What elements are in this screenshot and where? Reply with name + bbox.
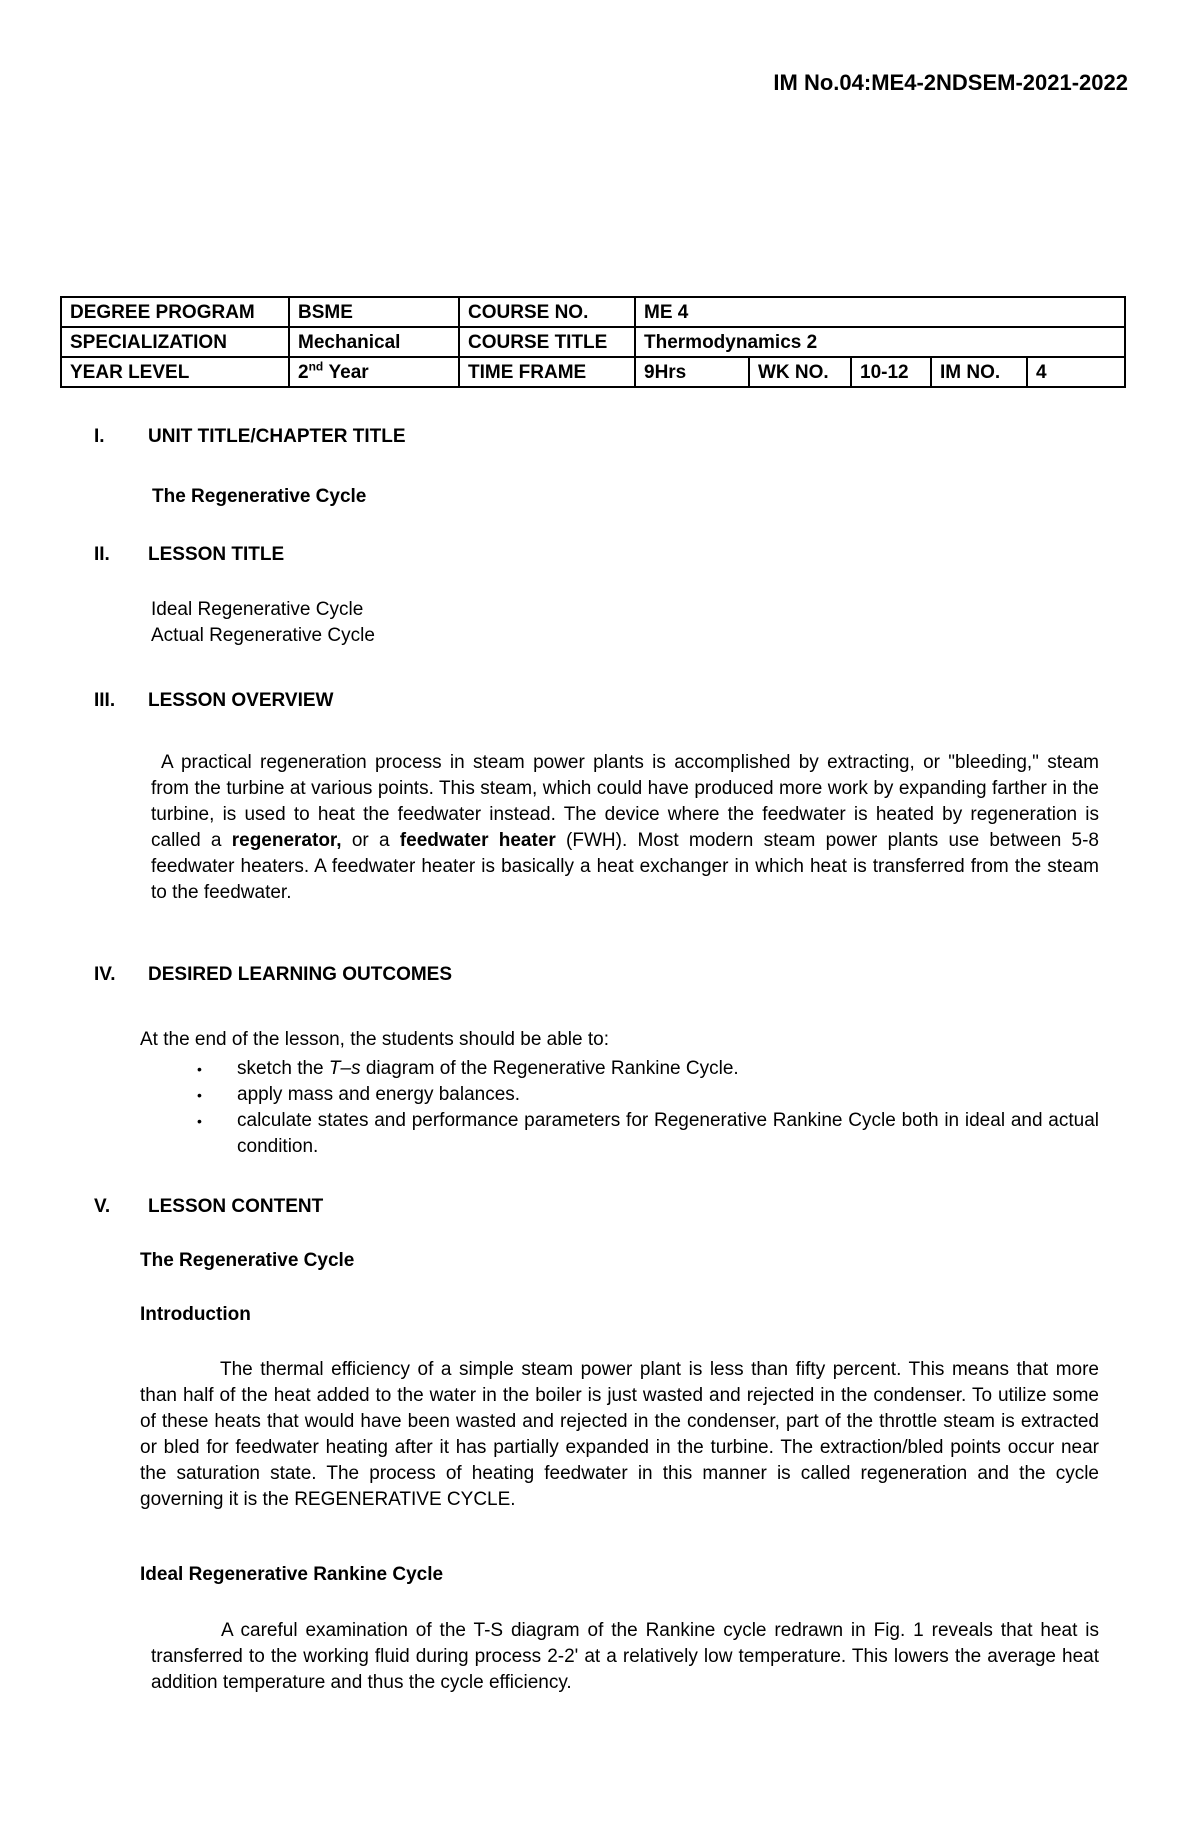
ts-italic: T–s: [328, 1058, 361, 1079]
time-frame-value: 9Hrs: [635, 357, 749, 387]
outcomes-list: [197, 1056, 1099, 1160]
wk-no-label: WK NO.: [749, 357, 851, 387]
im-no-value: 4: [1027, 357, 1125, 387]
im-no-label: IM NO.: [931, 357, 1027, 387]
year-suffix: nd: [308, 359, 324, 374]
content-subtitle: The Regenerative Cycle: [140, 1250, 355, 1271]
section-1-number: I.: [94, 426, 105, 447]
year-level-label: YEAR LEVEL: [61, 357, 289, 387]
introduction-heading: Introduction: [140, 1304, 251, 1325]
list-item: • calculate states and performance parameters for Regenerative Rankine Cycle both in ideal and actual condition.: [197, 1110, 1099, 1157]
course-info-table: [60, 296, 1126, 388]
overview-text-1: A practical regeneration process in steam power plants is accomplished by extracting, or "bleeding," steam from the turbine at various points. This steam, which could have produced more work by expanding farther in the turbine, is used to heat the feedwater instead. The device where the feedwater is heated by regeneration is called a: [151, 752, 1099, 851]
wk-no-value: 10-12: [851, 357, 931, 387]
table-row: [61, 357, 1125, 387]
degree-program-label: DEGREE PROGRAM: [61, 297, 289, 327]
section-2-title: LESSON TITLE: [148, 544, 285, 565]
table-row: [61, 327, 1125, 357]
feedwater-heater-term: feedwater heater: [399, 830, 556, 851]
year-word: Year: [328, 362, 369, 383]
list-item: • sketch the T–s diagram of the Regenerative Rankine Cycle.: [237, 1056, 1099, 1082]
section-3-title: LESSON OVERVIEW: [148, 690, 334, 711]
lesson-title-1: Ideal Regenerative Cycle: [151, 599, 364, 620]
introduction-paragraph: The thermal efficiency of a simple steam power plant is less than fifty percent. This means that more than half of the heat added to the water in the boiler is just wasted and rejected in the condenser. To utilize some of these heats that would have been wasted and rejected in the condenser, part of the throttle steam is extracted or bled for feedwater heating after it has partially expanded in the turbine. The extraction/bled points occur near the saturation state. The process of heating feedwater in this manner is called regeneration and the cycle governing it is the REGENERATIVE CYCLE.: [140, 1359, 1099, 1510]
specialization-value: Mechanical: [289, 327, 459, 357]
section-2-number: II.: [94, 544, 110, 565]
course-no-label: COURSE NO.: [459, 297, 635, 327]
section-4-title: DESIRED LEARNING OUTCOMES: [148, 964, 453, 985]
lesson-title-list: [151, 597, 375, 649]
bullet-icon: •: [197, 1087, 202, 1103]
bullet-icon: •: [197, 1113, 202, 1129]
unit-title: The Regenerative Cycle: [152, 486, 367, 507]
section-4-number: IV.: [94, 964, 116, 985]
outcomes-intro: At the end of the lesson, the students should be able to:: [140, 1029, 609, 1050]
section-1-title: UNIT TITLE/CHAPTER TITLE: [148, 426, 406, 447]
overview-text-3: (FWH). Most modern steam power plants use between 5-8 feedwater heaters. A feedwater heater is basically a heat exchanger in which heat is transferred from the steam to the feedwater.: [151, 830, 1099, 903]
time-frame-label: TIME FRAME: [459, 357, 635, 387]
section-5-title: LESSON CONTENT: [148, 1196, 324, 1217]
ideal-cycle-heading: Ideal Regenerative Rankine Cycle: [140, 1564, 444, 1585]
course-no-value: ME 4: [635, 297, 1125, 327]
lesson-title-2: Actual Regenerative Cycle: [151, 625, 375, 646]
section-3-number: III.: [94, 690, 116, 711]
table-row: [61, 297, 1125, 327]
ideal-cycle-paragraph: A careful examination of the T-S diagram of the Rankine cycle redrawn in Fig. 1 reveals that heat is transferred to the working fluid during process 2-2' at a relatively low temperature. This lowers the average heat addition temperature and thus the cycle efficiency.: [151, 1620, 1099, 1693]
list-item: • apply mass and energy balances.: [237, 1082, 1099, 1108]
course-title-label: COURSE TITLE: [459, 327, 635, 357]
section-5-number: V.: [94, 1196, 111, 1217]
im-number-header: IM No.04:ME4-2NDSEM-2021-2022: [773, 70, 1128, 95]
bullet-icon: •: [197, 1061, 202, 1077]
year-number: 2: [298, 362, 309, 383]
specialization-label: SPECIALIZATION: [61, 327, 289, 357]
course-title-value: Thermodynamics 2: [635, 327, 1125, 357]
regenerator-term: regenerator,: [231, 830, 342, 851]
overview-text-2: or a: [341, 830, 400, 851]
overview-paragraph: [151, 750, 1099, 906]
degree-program-value: BSME: [289, 297, 459, 327]
year-level-value: [289, 357, 459, 387]
